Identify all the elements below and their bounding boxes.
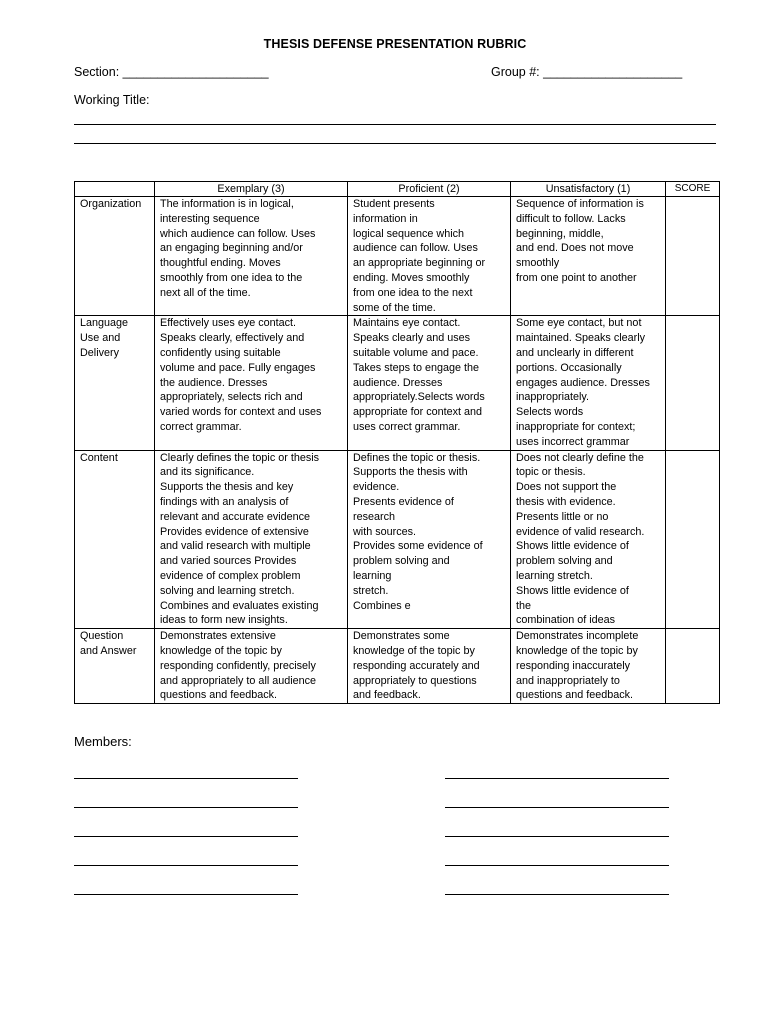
member-line-right-1[interactable] [445, 778, 669, 779]
cell-text-line: and Answer [80, 644, 137, 657]
rubric-title: THESIS DEFENSE PRESENTATION RUBRIC [263, 37, 527, 51]
rubric-table [74, 181, 720, 704]
header-category [75, 182, 155, 197]
rubric-cell-exemplary [155, 197, 348, 316]
score-cell[interactable] [666, 450, 720, 629]
header-score: SCORE [666, 182, 720, 197]
cell-text-line: an engaging beginning and/or [160, 242, 303, 255]
cell-text-line: the [516, 599, 532, 612]
cell-text-line: Shows little evidence of [516, 584, 629, 597]
cell-text-line: Supports the thesis and key [160, 481, 294, 494]
cell-text-line: inappropriately. [516, 391, 590, 404]
rubric-cell-proficient [348, 197, 511, 316]
cell-text-line: Content [80, 451, 118, 464]
cell-text-line: suitable volume and pace. [353, 346, 479, 359]
cell-text-line: responding confidently, precisely [160, 659, 316, 672]
header-proficient: Proficient (2) [348, 182, 511, 197]
cell-text-line: and feedback. [353, 689, 421, 702]
member-line-left-3[interactable] [74, 836, 298, 837]
member-line-right-5[interactable] [445, 894, 669, 895]
cell-text-line: Effectively uses eye contact. [160, 317, 297, 330]
cell-text-line: volume and pace. Fully engages [160, 361, 316, 374]
cell-text-line: and appropriately to all audience [160, 674, 317, 687]
cell-text-line: evidence. [353, 481, 400, 494]
cell-text-line: information in [353, 212, 418, 225]
rubric-cell-exemplary [155, 629, 348, 704]
score-cell[interactable] [666, 197, 720, 316]
working-title-line-1[interactable] [74, 124, 716, 125]
cell-text-line: problem solving and [516, 555, 613, 568]
cell-text-line: and end. Does not move [516, 242, 634, 255]
cell-text-line: Demonstrates extensive [160, 630, 276, 643]
cell-text-line: Student presents [353, 198, 435, 210]
cell-text-line: learning stretch. [516, 569, 593, 582]
cell-text-line: with sources. [353, 525, 417, 538]
cell-text-line: and inappropriately to [516, 674, 620, 687]
cell-text-line: Presents little or no [516, 510, 609, 523]
cell-text-line: Delivery [80, 346, 119, 359]
rubric-row [75, 316, 720, 450]
cell-text-line: Sequence of information is [516, 198, 644, 210]
cell-text-line: Presents evidence of [353, 495, 454, 508]
cell-text-line: beginning, middle, [516, 227, 604, 240]
cell-text-line: evidence of valid research. [516, 525, 645, 538]
cell-text-line: relevant and accurate evidence [160, 510, 311, 523]
member-line-right-3[interactable] [445, 836, 669, 837]
cell-text-line: research [353, 510, 396, 523]
section-field[interactable]: Section: _____________________ [74, 65, 269, 79]
rubric-cell-unsatisfactory [511, 629, 666, 704]
cell-text-line: from one point to another [516, 271, 637, 284]
rubric-cell-category [75, 629, 155, 704]
member-line-left-1[interactable] [74, 778, 298, 779]
cell-text-line: the audience. Dresses [160, 376, 268, 389]
cell-text-line: questions and feedback. [160, 689, 278, 702]
cell-text-line: Defines the topic or thesis. [353, 451, 481, 464]
cell-text-line: Question [80, 630, 124, 643]
cell-text-line: and valid research with multiple [160, 540, 311, 553]
rubric-cell-unsatisfactory [511, 316, 666, 450]
cell-text-line: and varied sources Provides [160, 555, 297, 568]
working-title-line-2[interactable] [74, 143, 716, 144]
cell-text-line: difficult to follow. Lacks [516, 212, 626, 225]
members-label: Members: [74, 734, 132, 749]
cell-text-line: knowledge of the topic by [160, 644, 282, 657]
rubric-row [75, 450, 720, 629]
cell-text-line: Combines and evaluates existing [160, 599, 319, 612]
cell-text-line: ending. Moves smoothly [353, 271, 470, 284]
cell-text-line: portions. Occasionally [516, 361, 622, 374]
rubric-cell-category [75, 316, 155, 450]
cell-text-line: interesting sequence [160, 212, 260, 225]
cell-text-line: engages audience. Dresses [516, 376, 650, 389]
member-line-left-4[interactable] [74, 865, 298, 866]
cell-text-line: varied words for context and uses [160, 406, 322, 419]
cell-text-line: evidence of complex problem [160, 569, 301, 582]
cell-text-line: uses incorrect grammar [516, 435, 630, 448]
rubric-cell-unsatisfactory [511, 450, 666, 629]
cell-text-line: Combines e [353, 599, 411, 612]
cell-text-line: Supports the thesis with [353, 466, 468, 479]
cell-text-line: The information is in logical, [160, 198, 294, 210]
rubric-cell-proficient [348, 316, 511, 450]
rubric-cell-proficient [348, 629, 511, 704]
cell-text-line: some of the time. [353, 301, 436, 314]
cell-text-line: and its significance. [160, 466, 255, 479]
cell-text-line: appropriately, selects rich and [160, 391, 303, 404]
cell-text-line: combination of ideas [516, 614, 616, 627]
cell-text-line: questions and feedback. [516, 689, 634, 702]
score-cell[interactable] [666, 629, 720, 704]
cell-text-line: Selects words [516, 406, 584, 419]
header-exemplary: Exemplary (3) [155, 182, 348, 197]
cell-text-line: Maintains eye contact. [353, 317, 461, 330]
group-number-field[interactable]: Group #: ____________________ [491, 65, 683, 79]
cell-text-line: stretch. [353, 584, 389, 597]
cell-text-line: Speaks clearly, effectively and [160, 332, 305, 345]
cell-text-line: responding accurately and [353, 659, 480, 672]
working-title-label: Working Title: [74, 93, 150, 107]
member-line-right-2[interactable] [445, 807, 669, 808]
cell-text-line: inappropriate for context; [516, 420, 636, 433]
cell-text-line: ideas to form new insights. [160, 614, 288, 627]
cell-text-line: Does not support the [516, 481, 617, 494]
rubric-row [75, 629, 720, 704]
cell-text-line: Shows little evidence of [516, 540, 629, 553]
member-line-left-2[interactable] [74, 807, 298, 808]
member-line-left-5[interactable] [74, 894, 298, 895]
member-line-right-4[interactable] [445, 865, 669, 866]
cell-text-line: topic or thesis. [516, 466, 586, 479]
cell-text-line: which audience can follow. Uses [160, 227, 316, 240]
cell-text-line: findings with an analysis of [160, 495, 289, 508]
cell-text-line: logical sequence which [353, 227, 465, 240]
cell-text-line: thoughtful ending. Moves [160, 257, 281, 270]
header-unsatisfactory: Unsatisfactory (1) [511, 182, 666, 197]
cell-text-line: from one idea to the next [353, 286, 473, 299]
cell-text-line: knowledge of the topic by [353, 644, 475, 657]
rubric-cell-unsatisfactory [511, 197, 666, 316]
cell-text-line: problem solving and [353, 555, 450, 568]
cell-text-line: Language [80, 317, 129, 330]
cell-text-line: appropriate for context and [353, 406, 483, 419]
cell-text-line: uses correct grammar. [353, 420, 461, 433]
score-cell[interactable] [666, 316, 720, 450]
cell-text-line: Does not clearly define the [516, 451, 644, 464]
cell-text-line: and unclearly in different [516, 346, 634, 359]
rubric-cell-category [75, 197, 155, 316]
cell-text-line: smoothly [516, 257, 560, 270]
cell-text-line: Speaks clearly and uses [353, 332, 471, 345]
cell-text-line: Takes steps to engage the [353, 361, 480, 374]
rubric-cell-exemplary [155, 450, 348, 629]
cell-text-line: Provides some evidence of [353, 540, 483, 553]
cell-text-line: Demonstrates incomplete [516, 630, 639, 643]
cell-text-line: thesis with evidence. [516, 495, 616, 508]
cell-text-line: Organization [80, 198, 142, 210]
rubric-cell-exemplary [155, 316, 348, 450]
cell-text-line: next all of the time. [160, 286, 251, 299]
cell-text-line: learning [353, 569, 392, 582]
cell-text-line: Some eye contact, but not [516, 317, 642, 330]
rubric-row [75, 197, 720, 316]
cell-text-line: an appropriate beginning or [353, 257, 486, 270]
cell-text-line: smoothly from one idea to the [160, 271, 303, 284]
cell-text-line: audience can follow. Uses [353, 242, 478, 255]
cell-text-line: Clearly defines the topic or thesis [160, 451, 320, 464]
rubric-header-row [75, 182, 720, 197]
cell-text-line: responding inaccurately [516, 659, 631, 672]
cell-text-line: appropriately to questions [353, 674, 477, 687]
rubric-cell-category [75, 450, 155, 629]
cell-text-line: audience. Dresses [353, 376, 443, 389]
rubric-cell-proficient [348, 450, 511, 629]
cell-text-line: maintained. Speaks clearly [516, 332, 646, 345]
cell-text-line: correct grammar. [160, 420, 242, 433]
cell-text-line: Provides evidence of extensive [160, 525, 309, 538]
cell-text-line: Demonstrates some [353, 630, 450, 643]
cell-text-line: solving and learning stretch. [160, 584, 295, 597]
cell-text-line: confidently using suitable [160, 346, 281, 359]
cell-text-line: Use and [80, 332, 121, 345]
cell-text-line: knowledge of the topic by [516, 644, 638, 657]
cell-text-line: appropriately.Selects words [353, 391, 485, 404]
